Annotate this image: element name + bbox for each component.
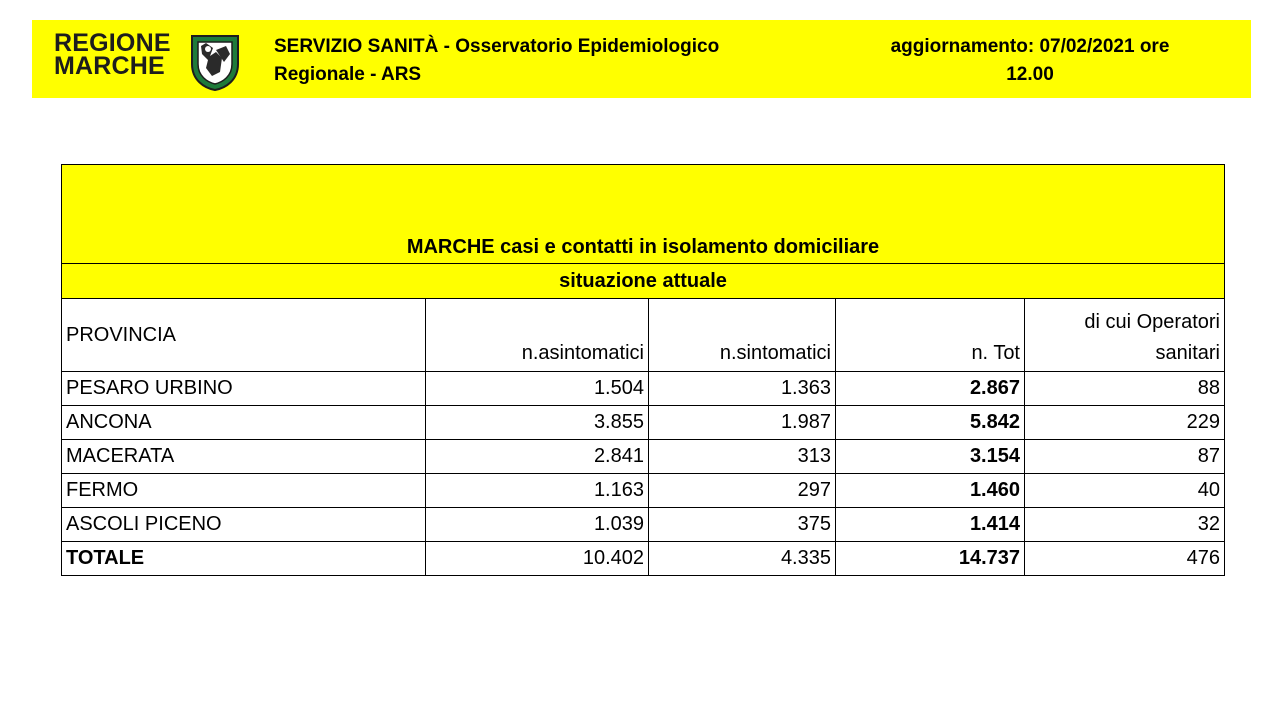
provincia-cell: FERMO <box>62 474 426 508</box>
table-row <box>62 406 1225 440</box>
operatori-cell: 87 <box>1025 440 1225 474</box>
operatori-cell: 32 <box>1025 508 1225 542</box>
asintomatici-cell: 2.841 <box>426 440 649 474</box>
tot-cell: 1.460 <box>836 474 1025 508</box>
total-sintomatici: 4.335 <box>649 542 836 576</box>
asintomatici-cell: 1.504 <box>426 372 649 406</box>
total-tot: 14.737 <box>836 542 1025 576</box>
table-total-row <box>62 542 1225 576</box>
table-row <box>62 372 1225 406</box>
table-title: MARCHE casi e contatti in isolamento domiciliare <box>62 165 1225 264</box>
column-header-operatori-line-1: di cui Operatori <box>1084 311 1220 333</box>
provincia-cell: MACERATA <box>62 440 426 474</box>
service-title <box>274 33 814 89</box>
column-header-provincia: PROVINCIA <box>62 299 426 372</box>
provincia-cell: PESARO URBINO <box>62 372 426 406</box>
tot-cell: 1.414 <box>836 508 1025 542</box>
sintomatici-cell: 313 <box>649 440 836 474</box>
header-bar <box>32 20 1251 98</box>
isolation-table <box>61 164 1225 576</box>
table-row <box>62 474 1225 508</box>
table-header-row <box>62 299 1225 372</box>
logo-line-1: REGIONE <box>54 29 171 57</box>
tot-cell: 3.154 <box>836 440 1025 474</box>
asintomatici-cell: 1.163 <box>426 474 649 508</box>
column-header-operatori-line-2: sanitari <box>1155 342 1220 364</box>
update-line-2: 12.00 <box>1006 64 1054 85</box>
operatori-cell: 229 <box>1025 406 1225 440</box>
column-header-operatori <box>1025 299 1225 372</box>
table-subtitle: situazione attuale <box>62 264 1225 299</box>
tot-cell: 5.842 <box>836 406 1025 440</box>
sintomatici-cell: 297 <box>649 474 836 508</box>
operatori-cell: 88 <box>1025 372 1225 406</box>
provincia-cell: ANCONA <box>62 406 426 440</box>
column-header-tot: n. Tot <box>836 299 1025 372</box>
operatori-cell: 40 <box>1025 474 1225 508</box>
sintomatici-cell: 1.363 <box>649 372 836 406</box>
update-timestamp <box>810 33 1250 89</box>
provincia-cell: ASCOLI PICENO <box>62 508 426 542</box>
asintomatici-cell: 3.855 <box>426 406 649 440</box>
update-line-1: aggiornamento: 07/02/2021 ore <box>890 36 1170 57</box>
table-row <box>62 508 1225 542</box>
tot-cell: 2.867 <box>836 372 1025 406</box>
total-label: TOTALE <box>62 542 426 576</box>
coat-of-arms-icon <box>186 32 244 92</box>
total-asintomatici: 10.402 <box>426 542 649 576</box>
service-line-2: Regionale - ARS <box>274 64 422 85</box>
table-subtitle-row <box>62 264 1225 299</box>
table-row <box>62 440 1225 474</box>
sintomatici-cell: 375 <box>649 508 836 542</box>
total-operatori: 476 <box>1025 542 1225 576</box>
column-header-asintomatici: n.asintomatici <box>426 299 649 372</box>
logo-text <box>54 29 186 80</box>
regione-marche-logo <box>54 29 244 88</box>
table-title-row <box>62 165 1225 264</box>
logo-line-2: MARCHE <box>54 52 165 80</box>
asintomatici-cell: 1.039 <box>426 508 649 542</box>
column-header-sintomatici: n.sintomatici <box>649 299 836 372</box>
service-line-1: SERVIZIO SANITÀ - Osservatorio Epidemiologico <box>274 36 720 57</box>
sintomatici-cell: 1.987 <box>649 406 836 440</box>
